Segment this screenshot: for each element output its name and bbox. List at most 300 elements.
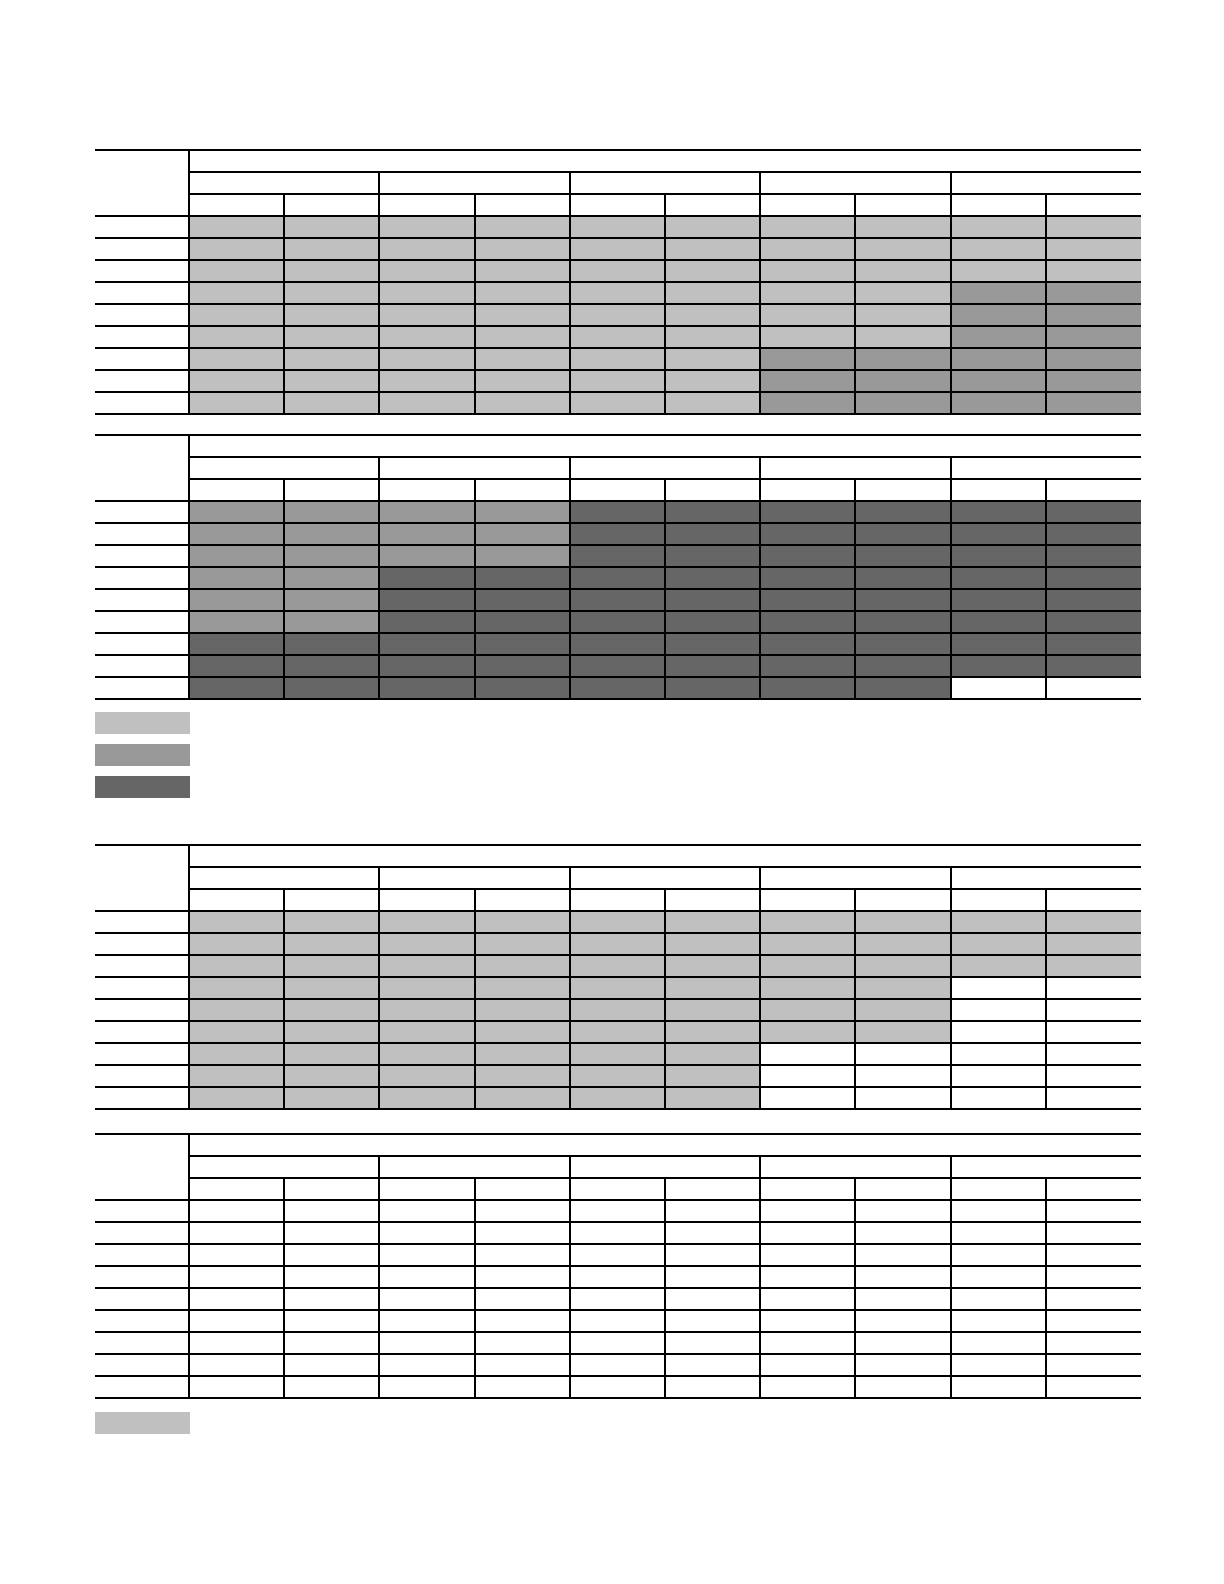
table-cell (855, 677, 950, 699)
subgroup-header (379, 867, 569, 889)
table-cell (855, 238, 950, 260)
table-cell (189, 238, 284, 260)
table-cell (570, 955, 665, 977)
table-cell (379, 1332, 474, 1354)
table-cell (665, 999, 760, 1021)
table-cell (570, 545, 665, 567)
table-row (95, 567, 1141, 589)
column-header (855, 889, 950, 911)
table-cell (1046, 1065, 1141, 1087)
table-cell (284, 216, 379, 238)
table-cell (189, 1288, 284, 1310)
table-cell (665, 955, 760, 977)
column-header (475, 889, 570, 911)
table-cell (570, 392, 665, 414)
table-cell (570, 1310, 665, 1332)
table-cell (951, 1310, 1046, 1332)
subgroup-header (379, 1156, 569, 1178)
table-cell (951, 1065, 1046, 1087)
table-cell (284, 933, 379, 955)
table-cell (760, 1200, 855, 1222)
table-cell (379, 567, 474, 589)
table-cell (570, 999, 665, 1021)
table-cell (855, 1310, 950, 1332)
table-cell (760, 348, 855, 370)
table-cell (951, 567, 1046, 589)
table-cell (189, 977, 284, 999)
table-cell (475, 911, 570, 933)
row-label (95, 1200, 189, 1222)
table-cell (570, 216, 665, 238)
table-cell (665, 977, 760, 999)
table-row (95, 348, 1141, 370)
column-header (760, 194, 855, 216)
table-cell (475, 999, 570, 1021)
corner-header (95, 845, 189, 867)
table-cell (1046, 1376, 1141, 1398)
corner-header (95, 1156, 189, 1178)
table-cell (475, 655, 570, 677)
table-cell (284, 1200, 379, 1222)
table-row (95, 370, 1141, 392)
table-cell (665, 677, 760, 699)
corner-header (95, 194, 189, 216)
table-cell (760, 260, 855, 282)
table-cell (475, 370, 570, 392)
corner-header (95, 150, 189, 172)
row-label (95, 1310, 189, 1332)
subgroup-header (570, 172, 760, 194)
corner-header (95, 457, 189, 479)
table-row (95, 1087, 1141, 1109)
corner-header (95, 479, 189, 501)
table-cell (570, 655, 665, 677)
table-cell (475, 238, 570, 260)
table-row (95, 392, 1141, 414)
table-cell (855, 1288, 950, 1310)
row-label (95, 1087, 189, 1109)
table-cell (475, 348, 570, 370)
table-cell (189, 1200, 284, 1222)
table-cell (189, 911, 284, 933)
column-header (855, 194, 950, 216)
table-cell (189, 633, 284, 655)
table-cell (951, 238, 1046, 260)
table-row (95, 633, 1141, 655)
row-label (95, 370, 189, 392)
table-cell (284, 911, 379, 933)
table-row (95, 1376, 1141, 1398)
column-header (284, 889, 379, 911)
table-cell (1046, 348, 1141, 370)
table-cell (475, 392, 570, 414)
table-cell (284, 238, 379, 260)
table-cell (379, 1376, 474, 1398)
table-cell (284, 545, 379, 567)
column-header (189, 194, 284, 216)
table-cell (379, 655, 474, 677)
subgroup-header (570, 867, 760, 889)
table-cell (855, 1043, 950, 1065)
table-cell (475, 589, 570, 611)
table-cell (951, 611, 1046, 633)
table-cell (379, 304, 474, 326)
table-cell (570, 260, 665, 282)
row-label (95, 589, 189, 611)
table-cell (760, 1065, 855, 1087)
row-label (95, 977, 189, 999)
table-cell (284, 1222, 379, 1244)
table-cell (189, 1043, 284, 1065)
table-cell (1046, 392, 1141, 414)
table-cell (189, 999, 284, 1021)
table-row (95, 955, 1141, 977)
table-cell (284, 633, 379, 655)
table-cell (284, 999, 379, 1021)
corner-header (95, 1134, 189, 1156)
column-header (951, 1178, 1046, 1200)
table-cell (1046, 911, 1141, 933)
table-row (95, 282, 1141, 304)
table-cell (855, 1354, 950, 1376)
table-cell (855, 370, 950, 392)
row-label (95, 392, 189, 414)
table-cell (951, 545, 1046, 567)
table-cell (760, 238, 855, 260)
table-cell (189, 1244, 284, 1266)
table-cell (855, 1222, 950, 1244)
table-cell (379, 326, 474, 348)
table-cell (951, 304, 1046, 326)
table-cell (379, 216, 474, 238)
table-cell (1046, 282, 1141, 304)
table-cell (760, 1354, 855, 1376)
table-cell (284, 1021, 379, 1043)
table-cell (665, 1376, 760, 1398)
row-label (95, 1222, 189, 1244)
table-cell (570, 911, 665, 933)
table-cell (665, 633, 760, 655)
table-cell (379, 1310, 474, 1332)
table-cell (475, 1043, 570, 1065)
table-cell (475, 282, 570, 304)
subgroup-header (760, 867, 950, 889)
table-cell (570, 1288, 665, 1310)
table-cell (1046, 1310, 1141, 1332)
table-cell (570, 348, 665, 370)
subgroup-header (760, 172, 950, 194)
table-cell (760, 611, 855, 633)
group-header (189, 435, 1141, 457)
table-cell (284, 304, 379, 326)
table-cell (475, 326, 570, 348)
column-header (570, 479, 665, 501)
row-label (95, 1244, 189, 1266)
table-cell (665, 1200, 760, 1222)
table-row (95, 501, 1141, 523)
table-cell (570, 523, 665, 545)
corner-header (95, 435, 189, 457)
table-cell (951, 655, 1046, 677)
table-cell (951, 1200, 1046, 1222)
subgroup-header (951, 867, 1142, 889)
table-cell (665, 304, 760, 326)
table-cell (1046, 955, 1141, 977)
table-cell (760, 326, 855, 348)
table-cell (1046, 589, 1141, 611)
table-cell (284, 677, 379, 699)
table-row (95, 216, 1141, 238)
table-cell (379, 611, 474, 633)
table-cell (475, 216, 570, 238)
table-cell (189, 1376, 284, 1398)
table-cell (1046, 260, 1141, 282)
table-cell (189, 655, 284, 677)
table-cell (475, 633, 570, 655)
table-cell (665, 655, 760, 677)
table-cell (855, 1200, 950, 1222)
column-header (475, 479, 570, 501)
row-label (95, 933, 189, 955)
table-cell (665, 1087, 760, 1109)
table-cell (855, 326, 950, 348)
table-cell (570, 1087, 665, 1109)
row-label (95, 1065, 189, 1087)
table-cell (475, 567, 570, 589)
column-header (665, 1178, 760, 1200)
table-cell (760, 282, 855, 304)
table-cell (760, 304, 855, 326)
table-cell (855, 545, 950, 567)
table-cell (475, 677, 570, 699)
table-cell (284, 977, 379, 999)
table-cell (189, 216, 284, 238)
table-cell (951, 1021, 1046, 1043)
table-row (95, 1244, 1141, 1266)
row-label (95, 326, 189, 348)
table-cell (379, 282, 474, 304)
table-row (95, 1310, 1141, 1332)
grid-3-table (95, 844, 1141, 1110)
table-cell (1046, 633, 1141, 655)
table-cell (189, 501, 284, 523)
table-cell (379, 999, 474, 1021)
table-cell (570, 933, 665, 955)
table-cell (1046, 933, 1141, 955)
table-cell (570, 589, 665, 611)
table-cell (284, 1354, 379, 1376)
table-cell (1046, 545, 1141, 567)
table-row (95, 999, 1141, 1021)
column-header (284, 479, 379, 501)
table-cell (475, 1354, 570, 1376)
table-cell (760, 216, 855, 238)
table-cell (665, 1332, 760, 1354)
table-cell (665, 1310, 760, 1332)
corner-header (95, 889, 189, 911)
grid-1 (95, 149, 1141, 415)
table-cell (855, 999, 950, 1021)
table-cell (665, 216, 760, 238)
table-cell (760, 589, 855, 611)
table-cell (189, 1087, 284, 1109)
table-row (95, 1222, 1141, 1244)
table-cell (570, 1244, 665, 1266)
grid-4-table (95, 1133, 1141, 1399)
table-cell (284, 1065, 379, 1087)
table-row (95, 1043, 1141, 1065)
table-cell (284, 1087, 379, 1109)
table-cell (379, 1354, 474, 1376)
table-cell (665, 611, 760, 633)
subgroup-header (570, 457, 760, 479)
subgroup-header (951, 457, 1142, 479)
table-cell (284, 589, 379, 611)
table-cell (379, 1222, 474, 1244)
table-cell (1046, 326, 1141, 348)
row-label (95, 1288, 189, 1310)
row-label (95, 238, 189, 260)
row-label (95, 501, 189, 523)
table-row (95, 589, 1141, 611)
table-cell (189, 260, 284, 282)
column-header (855, 479, 950, 501)
table-cell (1046, 1244, 1141, 1266)
table-cell (951, 1354, 1046, 1376)
table-cell (951, 911, 1046, 933)
table-cell (570, 611, 665, 633)
table-cell (1046, 1200, 1141, 1222)
table-cell (189, 545, 284, 567)
table-cell (665, 1354, 760, 1376)
table-cell (760, 1244, 855, 1266)
table-cell (855, 392, 950, 414)
table-cell (189, 677, 284, 699)
table-cell (665, 1021, 760, 1043)
table-cell (665, 260, 760, 282)
table-cell (284, 1043, 379, 1065)
table-cell (570, 677, 665, 699)
table-cell (665, 933, 760, 955)
table-cell (951, 326, 1046, 348)
table-cell (475, 611, 570, 633)
table-cell (665, 567, 760, 589)
subgroup-header (189, 172, 379, 194)
row-label (95, 633, 189, 655)
subgroup-header (570, 1156, 760, 1178)
group-header (189, 150, 1141, 172)
row-label (95, 955, 189, 977)
table-cell (855, 1065, 950, 1087)
column-header (1046, 889, 1141, 911)
table-cell (760, 1288, 855, 1310)
table-cell (951, 1288, 1046, 1310)
table-cell (760, 1043, 855, 1065)
table-cell (475, 1065, 570, 1087)
table-cell (855, 567, 950, 589)
column-header (760, 479, 855, 501)
row-label (95, 1332, 189, 1354)
table-cell (1046, 1087, 1141, 1109)
table-cell (760, 1266, 855, 1288)
table-cell (951, 633, 1046, 655)
table-cell (1046, 1043, 1141, 1065)
table-cell (855, 955, 950, 977)
column-header (1046, 479, 1141, 501)
column-header (379, 889, 474, 911)
table-cell (665, 545, 760, 567)
table-cell (760, 933, 855, 955)
table-cell (951, 677, 1046, 699)
table-cell (189, 282, 284, 304)
table-cell (951, 1043, 1046, 1065)
table-cell (665, 348, 760, 370)
table-cell (570, 633, 665, 655)
table-cell (284, 1266, 379, 1288)
table-cell (1046, 977, 1141, 999)
table-cell (760, 1376, 855, 1398)
table-cell (570, 1376, 665, 1398)
table-cell (189, 348, 284, 370)
table-cell (189, 955, 284, 977)
table-cell (284, 655, 379, 677)
table-cell (189, 1332, 284, 1354)
table-cell (379, 523, 474, 545)
table-cell (951, 370, 1046, 392)
table-cell (951, 977, 1046, 999)
table-cell (951, 523, 1046, 545)
row-label (95, 567, 189, 589)
table-cell (1046, 567, 1141, 589)
table-cell (665, 1266, 760, 1288)
table-cell (665, 1288, 760, 1310)
table-cell (760, 523, 855, 545)
table-cell (475, 1288, 570, 1310)
table-cell (760, 392, 855, 414)
table-cell (760, 1310, 855, 1332)
table-cell (951, 589, 1046, 611)
table-cell (284, 282, 379, 304)
table-cell (855, 655, 950, 677)
table-cell (570, 304, 665, 326)
table-cell (379, 545, 474, 567)
table-cell (379, 955, 474, 977)
table-cell (1046, 1288, 1141, 1310)
table-cell (379, 1087, 474, 1109)
table-cell (665, 1065, 760, 1087)
column-header (570, 1178, 665, 1200)
table-cell (284, 1310, 379, 1332)
table-cell (855, 1244, 950, 1266)
column-header (475, 1178, 570, 1200)
column-header (951, 194, 1046, 216)
column-header (665, 889, 760, 911)
table-cell (760, 977, 855, 999)
table-cell (284, 326, 379, 348)
table-cell (379, 933, 474, 955)
table-cell (760, 501, 855, 523)
table-row (95, 326, 1141, 348)
legend-swatch-light-2 (95, 1412, 190, 1434)
table-cell (475, 545, 570, 567)
grid-1-table (95, 149, 1141, 415)
table-cell (951, 1376, 1046, 1398)
corner-header (95, 1178, 189, 1200)
table-cell (570, 282, 665, 304)
table-cell (570, 501, 665, 523)
row-label (95, 999, 189, 1021)
table-row (95, 611, 1141, 633)
